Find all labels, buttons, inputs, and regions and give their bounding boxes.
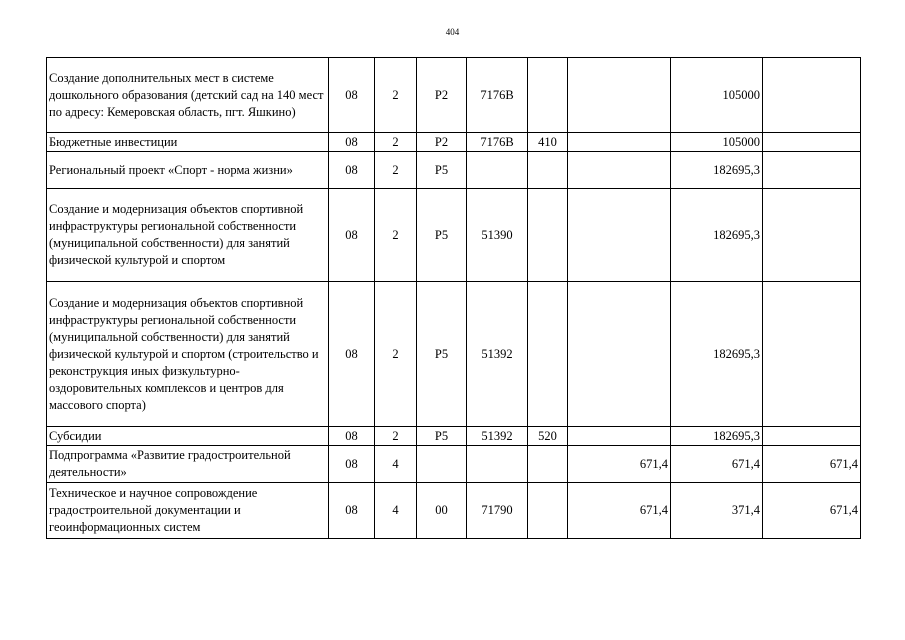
subsection-cell: 4 [375,483,417,539]
amount-cell-2: 671,4 [671,446,763,483]
amount-cell-2: 182695,3 [671,427,763,446]
amount-cell-3 [763,189,861,282]
subsection-cell: 2 [375,427,417,446]
program-code-cell: 00 [417,483,467,539]
subsection-cell: 2 [375,282,417,427]
expense-type-cell [528,152,568,189]
amount-cell-1 [568,427,671,446]
section-cell: 08 [329,152,375,189]
target-article-cell: 7176B [467,133,528,152]
amount-cell-2: 105000 [671,133,763,152]
section-cell: 08 [329,133,375,152]
amount-cell-1 [568,282,671,427]
target-article-cell [467,152,528,189]
subsection-cell: 2 [375,58,417,133]
subsection-cell: 2 [375,189,417,282]
row-name-cell: Бюджетные инвестиции [47,133,329,152]
amount-cell-3 [763,58,861,133]
amount-cell-1 [568,58,671,133]
amount-cell-1 [568,152,671,189]
row-name-cell: Создание дополнительных мест в системе дошкольного образования (детский сад на 140 мест по адресу: Кемеровская область, пгт. Яшкино) [47,58,329,133]
target-article-cell: 51392 [467,427,528,446]
row-name-cell: Техническое и научное сопровождение градостроительной документации и геоинформационных систем [47,483,329,539]
table-row [47,282,861,427]
target-article-cell [467,446,528,483]
expense-type-cell [528,483,568,539]
row-name-cell: Субсидии [47,427,329,446]
amount-cell-3: 671,4 [763,483,861,539]
amount-cell-2: 182695,3 [671,152,763,189]
program-code-cell [417,446,467,483]
expense-type-cell: 410 [528,133,568,152]
section-cell: 08 [329,189,375,282]
table-row [47,58,861,133]
section-cell: 08 [329,427,375,446]
program-code-cell: P5 [417,282,467,427]
expense-type-cell [528,58,568,133]
amount-cell-1 [568,189,671,282]
program-code-cell: P2 [417,58,467,133]
section-cell: 08 [329,483,375,539]
amount-cell-2: 182695,3 [671,189,763,282]
amount-cell-3: 671,4 [763,446,861,483]
section-cell: 08 [329,446,375,483]
page-number: 404 [445,27,460,37]
table-row [47,427,861,446]
subsection-cell: 2 [375,133,417,152]
target-article-cell: 7176B [467,58,528,133]
section-cell: 08 [329,282,375,427]
program-code-cell: P5 [417,427,467,446]
row-name-cell: Региональный проект «Спорт - норма жизни» [47,152,329,189]
table-row [47,189,861,282]
target-article-cell: 51392 [467,282,528,427]
row-name-cell: Создание и модернизация объектов спортивной инфраструктуры региональной собственности (муниципальной собственности) для занятий физической культурой и спортом (строительство и реконструкция иных физкультурно-оздоровительных комплексов и центров для массового спорта) [47,282,329,427]
row-name-cell: Подпрограмма «Развитие градостроительной деятельности» [47,446,329,483]
amount-cell-3 [763,427,861,446]
program-code-cell: P5 [417,189,467,282]
program-code-cell: P5 [417,152,467,189]
program-code-cell: P2 [417,133,467,152]
amount-cell-1: 671,4 [568,483,671,539]
subsection-cell: 4 [375,446,417,483]
expense-type-cell [528,282,568,427]
expense-type-cell: 520 [528,427,568,446]
row-name-cell: Создание и модернизация объектов спортивной инфраструктуры региональной собственности (муниципальной собственности) для занятий физической культурой и спортом [47,189,329,282]
expense-type-cell [528,189,568,282]
target-article-cell: 51390 [467,189,528,282]
target-article-cell: 71790 [467,483,528,539]
expense-type-cell [528,446,568,483]
amount-cell-1: 671,4 [568,446,671,483]
section-cell: 08 [329,58,375,133]
amount-cell-3 [763,282,861,427]
amount-cell-2: 182695,3 [671,282,763,427]
table-row [47,152,861,189]
amount-cell-3 [763,133,861,152]
amount-cell-3 [763,152,861,189]
amount-cell-1 [568,133,671,152]
budget-table [46,57,861,539]
table-row [47,133,861,152]
amount-cell-2: 371,4 [671,483,763,539]
table-row [47,446,861,483]
subsection-cell: 2 [375,152,417,189]
table-row [47,483,861,539]
amount-cell-2: 105000 [671,58,763,133]
